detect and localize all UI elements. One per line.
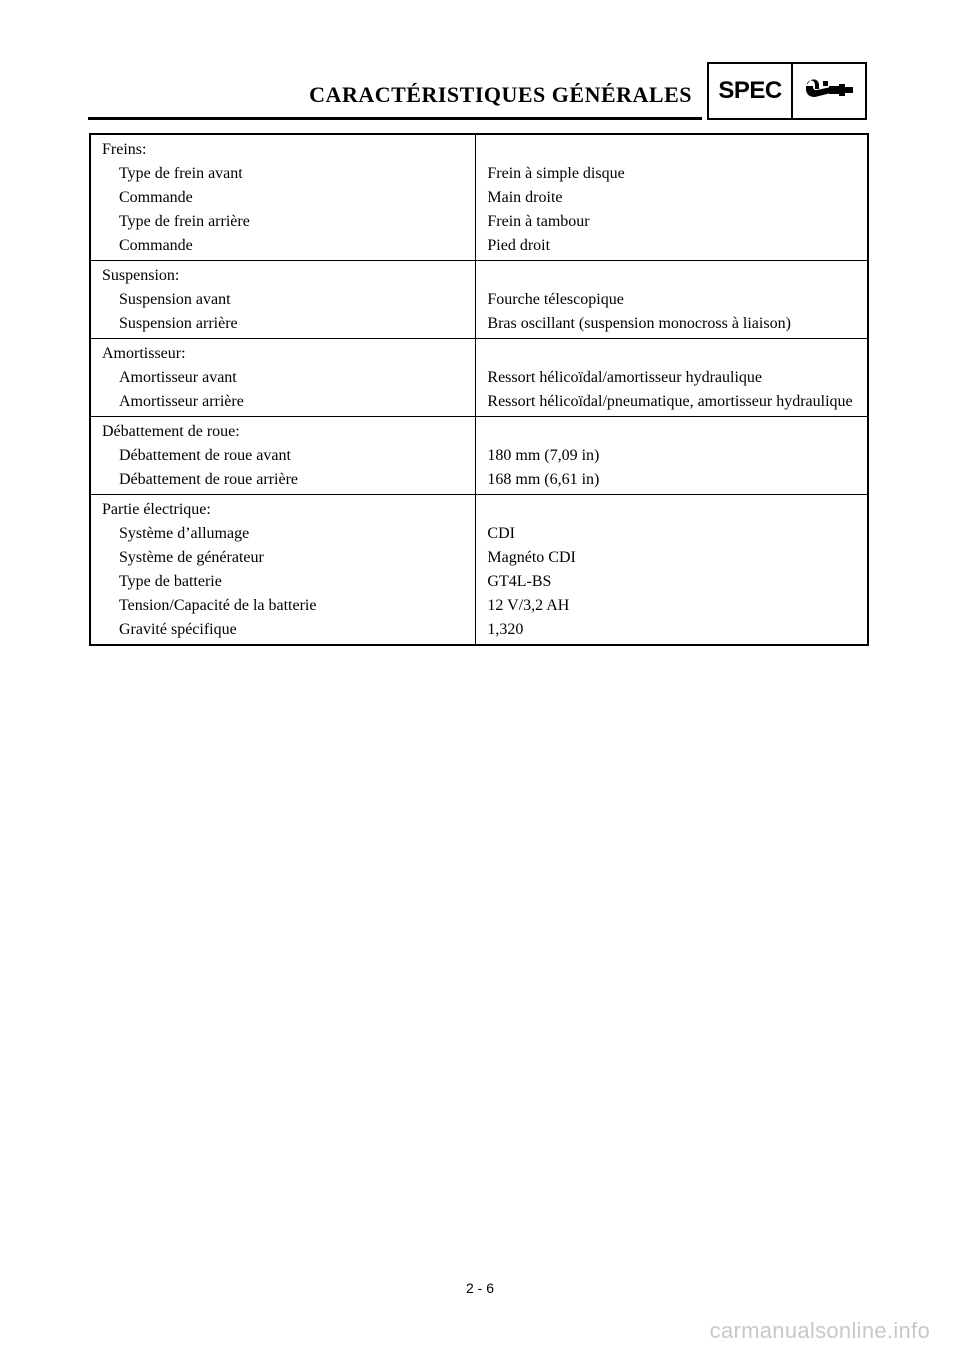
spec-item-label: Type de frein arrière bbox=[119, 213, 250, 230]
page-number: 2 - 6 bbox=[465, 1280, 494, 1296]
spec-item-value: Frein à simple disque bbox=[487, 165, 625, 182]
spec-item-label: Type de frein avant bbox=[119, 165, 243, 182]
spec-item-value: 1,320 bbox=[487, 621, 524, 638]
spec-item-value: Ressort hélicoïdal/amortisseur hydraulique bbox=[487, 369, 762, 386]
section-title: Débattement de roue: bbox=[102, 423, 240, 440]
spec-item-value: Fourche télescopique bbox=[487, 291, 624, 308]
spec-section-header bbox=[90, 261, 868, 287]
spec-item-value: Main droite bbox=[487, 189, 563, 206]
table-row bbox=[90, 208, 868, 232]
spec-item-label: Amortisseur arrière bbox=[119, 393, 244, 410]
spec-item-label: Suspension avant bbox=[119, 291, 231, 308]
table-row bbox=[90, 616, 868, 645]
spec-item-value: 168 mm (6,61 in) bbox=[487, 471, 600, 488]
table-row bbox=[90, 568, 868, 592]
section-title: Amortisseur: bbox=[102, 345, 186, 362]
spec-item-value: 12 V/3,2 AH bbox=[487, 597, 570, 614]
spec-item-label: Tension/Capacité de la batterie bbox=[119, 597, 317, 614]
spec-item-value: GT4L-BS bbox=[487, 573, 552, 590]
table-row bbox=[90, 520, 868, 544]
spec-item-label: Amortisseur avant bbox=[119, 369, 237, 386]
spec-item-label: Commande bbox=[119, 189, 193, 206]
spec-item-value: Bras oscillant (suspension monocross à liaison) bbox=[487, 315, 791, 332]
wrench-icon bbox=[793, 64, 865, 118]
spec-section-header bbox=[90, 339, 868, 365]
section-title: Freins: bbox=[102, 141, 147, 158]
spec-item-label: Commande bbox=[119, 237, 193, 254]
spec-item-value: CDI bbox=[487, 525, 515, 542]
spec-item-label: Suspension arrière bbox=[119, 315, 238, 332]
spec-section-header bbox=[90, 495, 868, 521]
page-header bbox=[88, 60, 870, 126]
table-row bbox=[90, 442, 868, 466]
spec-item-value: Ressort hélicoïdal/pneumatique, amortisseur hydraulique bbox=[487, 393, 853, 410]
spec-item-value: Magnéto CDI bbox=[487, 549, 576, 566]
spec-item-value: Frein à tambour bbox=[487, 213, 590, 230]
spec-item-value: 180 mm (7,09 in) bbox=[487, 447, 600, 464]
table-row bbox=[90, 544, 868, 568]
section-title: Partie électrique: bbox=[102, 501, 211, 518]
table-row bbox=[90, 160, 868, 184]
header-rule bbox=[88, 117, 702, 120]
spec-item-label: Système de générateur bbox=[119, 549, 264, 566]
table-row bbox=[90, 232, 868, 261]
table-row bbox=[90, 286, 868, 310]
section-title: Suspension: bbox=[102, 267, 180, 284]
spec-item-label: Débattement de roue arrière bbox=[119, 471, 299, 488]
table-row bbox=[90, 364, 868, 388]
table-row bbox=[90, 592, 868, 616]
spec-item-label: Système d’allumage bbox=[119, 525, 250, 542]
spec-section-header bbox=[90, 417, 868, 443]
spec-item-value: Pied droit bbox=[487, 237, 551, 254]
spec-table bbox=[89, 133, 869, 646]
spec-badge bbox=[707, 62, 867, 120]
spec-label: SPEC bbox=[709, 64, 793, 118]
table-row bbox=[90, 184, 868, 208]
spec-item-label: Débattement de roue avant bbox=[119, 447, 291, 464]
spec-section-header bbox=[90, 134, 868, 160]
table-row bbox=[90, 310, 868, 339]
page-title: CARACTÉRISTIQUES GÉNÉRALES bbox=[309, 82, 692, 107]
table-row bbox=[90, 466, 868, 495]
spec-item-label: Gravité spécifique bbox=[119, 621, 237, 638]
spec-item-label: Type de batterie bbox=[119, 573, 222, 590]
table-row bbox=[90, 388, 868, 417]
watermark: carmanualsonline.info bbox=[709, 1318, 930, 1343]
